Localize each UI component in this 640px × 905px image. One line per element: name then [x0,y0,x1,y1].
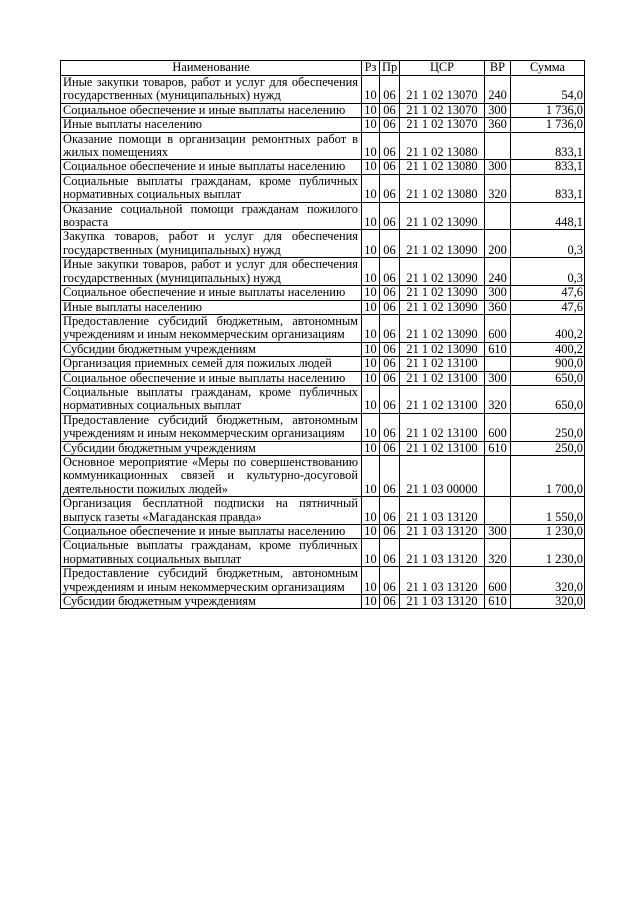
cell-pr: 06 [380,314,400,342]
cell-vr [485,357,511,371]
table-body [61,76,585,609]
cell-csr: 21 1 02 13100 [400,357,485,371]
cell-rz: 10 [362,342,380,356]
cell-rz: 10 [362,441,380,455]
cell-name: Организация приемных семей для пожилых людей [61,357,362,371]
cell-pr: 06 [380,539,400,567]
cell-name: Социальное обеспечение и иные выплаты населению [61,371,362,385]
cell-rz: 10 [362,76,380,104]
cell-vr: 240 [485,258,511,286]
cell-pr: 06 [380,118,400,132]
cell-rz: 10 [362,202,380,230]
cell-pr: 06 [380,132,400,160]
table-row [61,455,585,496]
cell-name: Иные выплаты населению [61,300,362,314]
cell-sum: 833,1 [511,174,585,202]
cell-csr: 21 1 02 13080 [400,174,485,202]
cell-vr: 610 [485,441,511,455]
cell-rz: 10 [362,230,380,258]
header-name: Наименование [61,61,362,76]
cell-sum: 833,1 [511,160,585,174]
cell-csr: 21 1 03 13120 [400,525,485,539]
cell-vr [485,455,511,496]
table-row [61,300,585,314]
cell-vr: 300 [485,160,511,174]
cell-name: Основное мероприятие «Меры по совершенствованию коммуникационных связей и культурно-досуговой деятельности пожилых людей» [61,455,362,496]
cell-sum: 1 550,0 [511,497,585,525]
table-row [61,174,585,202]
cell-rz: 10 [362,132,380,160]
cell-sum: 0,3 [511,230,585,258]
cell-csr: 21 1 03 13120 [400,595,485,609]
cell-csr: 21 1 02 13090 [400,342,485,356]
cell-sum: 833,1 [511,132,585,160]
cell-sum: 1 736,0 [511,103,585,117]
table-row [61,160,585,174]
cell-rz: 10 [362,300,380,314]
table-row [61,441,585,455]
table-row [61,202,585,230]
cell-name: Оказание помощи в организации ремонтных работ в жилых помещениях [61,132,362,160]
cell-rz: 10 [362,413,380,441]
cell-sum: 1 230,0 [511,539,585,567]
cell-sum: 1 230,0 [511,525,585,539]
cell-rz: 10 [362,539,380,567]
cell-rz: 10 [362,314,380,342]
cell-name: Предоставление субсидий бюджетным, автономным учреждениям и иным некоммерческим организациям [61,567,362,595]
header-vr: ВР [485,61,511,76]
table-header-row [61,61,585,76]
table-row [61,342,585,356]
header-sum: Сумма [511,61,585,76]
cell-rz: 10 [362,385,380,413]
cell-csr: 21 1 03 13120 [400,567,485,595]
header-rz: Рз [362,61,380,76]
cell-name: Социальные выплаты гражданам, кроме публичных нормативных социальных выплат [61,385,362,413]
cell-vr: 300 [485,286,511,300]
cell-name: Иные закупки товаров, работ и услуг для обеспечения государственных (муниципальных) нужд [61,258,362,286]
cell-sum: 400,2 [511,314,585,342]
cell-pr: 06 [380,300,400,314]
cell-pr: 06 [380,413,400,441]
cell-sum: 900,0 [511,357,585,371]
cell-csr: 21 1 02 13100 [400,385,485,413]
cell-pr: 06 [380,160,400,174]
cell-sum: 1 736,0 [511,118,585,132]
cell-name: Субсидии бюджетным учреждениям [61,441,362,455]
cell-pr: 06 [380,385,400,413]
cell-sum: 47,6 [511,286,585,300]
cell-csr: 21 1 02 13100 [400,413,485,441]
budget-table [60,60,585,609]
header-pr: Пр [380,61,400,76]
cell-name: Оказание социальной помощи гражданам пожилого возраста [61,202,362,230]
cell-sum: 0,3 [511,258,585,286]
cell-name: Социальные выплаты гражданам, кроме публичных нормативных социальных выплат [61,174,362,202]
cell-rz: 10 [362,357,380,371]
cell-vr: 600 [485,413,511,441]
cell-sum: 250,0 [511,441,585,455]
cell-vr: 360 [485,300,511,314]
cell-vr: 610 [485,342,511,356]
cell-name: Субсидии бюджетным учреждениям [61,342,362,356]
cell-name: Иные выплаты населению [61,118,362,132]
cell-sum: 320,0 [511,595,585,609]
cell-sum: 400,2 [511,342,585,356]
cell-vr: 200 [485,230,511,258]
cell-pr: 06 [380,595,400,609]
cell-pr: 06 [380,202,400,230]
table-row [61,385,585,413]
cell-vr: 300 [485,525,511,539]
cell-vr [485,497,511,525]
cell-name: Социальное обеспечение и иные выплаты населению [61,103,362,117]
cell-csr: 21 1 02 13100 [400,371,485,385]
cell-name: Предоставление субсидий бюджетным, автономным учреждениям и иным некоммерческим организациям [61,314,362,342]
cell-sum: 250,0 [511,413,585,441]
cell-rz: 10 [362,174,380,202]
cell-name: Предоставление субсидий бюджетным, автономным учреждениям и иным некоммерческим организациям [61,413,362,441]
cell-vr: 320 [485,539,511,567]
cell-pr: 06 [380,103,400,117]
document-page [60,60,584,609]
cell-rz: 10 [362,567,380,595]
cell-csr: 21 1 03 13120 [400,539,485,567]
cell-rz: 10 [362,286,380,300]
cell-rz: 10 [362,371,380,385]
cell-rz: 10 [362,595,380,609]
cell-vr [485,132,511,160]
table-row [61,76,585,104]
cell-sum: 320,0 [511,567,585,595]
cell-pr: 06 [380,286,400,300]
cell-pr: 06 [380,567,400,595]
cell-vr: 360 [485,118,511,132]
cell-name: Социальные выплаты гражданам, кроме публичных нормативных социальных выплат [61,539,362,567]
cell-csr: 21 1 02 13090 [400,202,485,230]
cell-csr: 21 1 02 13100 [400,441,485,455]
cell-vr: 600 [485,314,511,342]
cell-sum: 448,1 [511,202,585,230]
table-row [61,539,585,567]
cell-name: Организация бесплатной подписки на пятничный выпуск газеты «Магаданская правда» [61,497,362,525]
cell-vr [485,202,511,230]
cell-pr: 06 [380,441,400,455]
cell-name: Социальное обеспечение и иные выплаты населению [61,525,362,539]
cell-csr: 21 1 02 13080 [400,132,485,160]
cell-name: Иные закупки товаров, работ и услуг для обеспечения государственных (муниципальных) нужд [61,76,362,104]
cell-pr: 06 [380,76,400,104]
cell-csr: 21 1 03 00000 [400,455,485,496]
cell-csr: 21 1 03 13120 [400,497,485,525]
cell-sum: 54,0 [511,76,585,104]
cell-rz: 10 [362,497,380,525]
cell-sum: 1 700,0 [511,455,585,496]
cell-sum: 650,0 [511,385,585,413]
cell-pr: 06 [380,174,400,202]
table-row [61,413,585,441]
cell-pr: 06 [380,525,400,539]
table-row [61,357,585,371]
cell-vr: 240 [485,76,511,104]
table-row [61,286,585,300]
cell-csr: 21 1 02 13090 [400,286,485,300]
cell-csr: 21 1 02 13090 [400,314,485,342]
table-row [61,132,585,160]
table-row [61,595,585,609]
cell-pr: 06 [380,230,400,258]
cell-vr: 600 [485,567,511,595]
table-row [61,371,585,385]
table-row [61,314,585,342]
cell-vr: 300 [485,103,511,117]
table-row [61,103,585,117]
cell-csr: 21 1 02 13090 [400,230,485,258]
cell-pr: 06 [380,371,400,385]
cell-pr: 06 [380,497,400,525]
cell-pr: 06 [380,258,400,286]
cell-name: Социальное обеспечение и иные выплаты населению [61,286,362,300]
cell-rz: 10 [362,525,380,539]
table-row [61,525,585,539]
cell-pr: 06 [380,342,400,356]
cell-rz: 10 [362,160,380,174]
cell-csr: 21 1 02 13070 [400,118,485,132]
table-row [61,230,585,258]
cell-rz: 10 [362,118,380,132]
cell-vr: 320 [485,174,511,202]
cell-rz: 10 [362,455,380,496]
cell-name: Социальное обеспечение и иные выплаты населению [61,160,362,174]
cell-pr: 06 [380,455,400,496]
cell-rz: 10 [362,103,380,117]
cell-csr: 21 1 02 13090 [400,300,485,314]
cell-csr: 21 1 02 13070 [400,76,485,104]
cell-csr: 21 1 02 13080 [400,160,485,174]
table-row [61,497,585,525]
cell-csr: 21 1 02 13070 [400,103,485,117]
cell-name: Закупка товаров, работ и услуг для обеспечения государственных (муниципальных) нужд [61,230,362,258]
table-row [61,118,585,132]
cell-vr: 610 [485,595,511,609]
cell-rz: 10 [362,258,380,286]
cell-vr: 320 [485,385,511,413]
cell-sum: 47,6 [511,300,585,314]
cell-vr: 300 [485,371,511,385]
header-csr: ЦСР [400,61,485,76]
cell-name: Субсидии бюджетным учреждениям [61,595,362,609]
cell-pr: 06 [380,357,400,371]
table-row [61,567,585,595]
cell-sum: 650,0 [511,371,585,385]
table-row [61,258,585,286]
cell-csr: 21 1 02 13090 [400,258,485,286]
